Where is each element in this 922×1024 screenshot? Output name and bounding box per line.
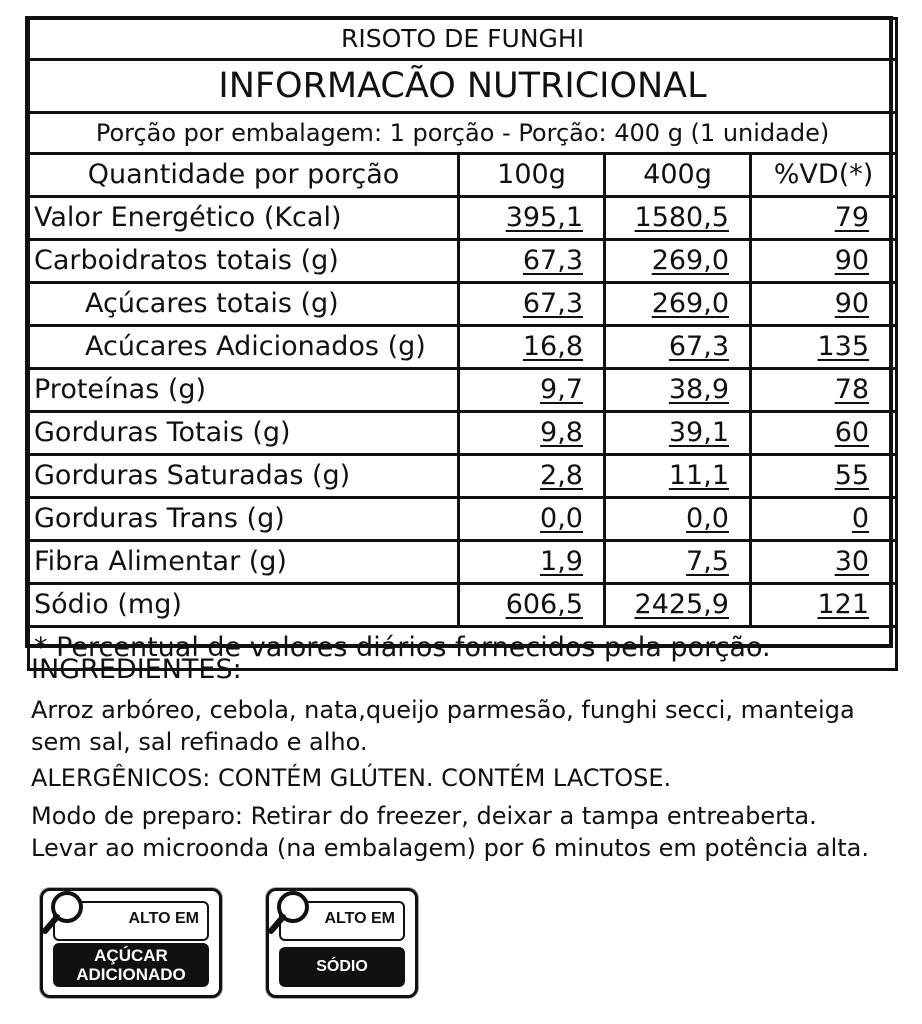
seal-bottom-line-1: AÇÚCAR bbox=[94, 946, 168, 965]
ingredients-text: Arroz arbóreo, cebola, nata,queijo parmesão, funghi secci, manteiga sem sal, sal refinado e alho. bbox=[31, 696, 855, 756]
magnifier-icon bbox=[265, 885, 317, 937]
value-vd: 121 bbox=[751, 584, 897, 627]
value-400g: 11,1 bbox=[605, 455, 751, 498]
portion-info: Porção por embalagem: 1 porção - Porção: 400 g (1 unidade) bbox=[29, 113, 897, 154]
table-row bbox=[29, 197, 897, 240]
value-400g: 2425,9 bbox=[605, 584, 751, 627]
nutrient-name: Açúcares totais (g) bbox=[29, 283, 459, 326]
nutrient-name: Gorduras Trans (g) bbox=[29, 498, 459, 541]
nutrient-name: Fibra Alimentar (g) bbox=[29, 541, 459, 584]
value-100g: 0,0 bbox=[459, 498, 605, 541]
value-100g: 16,8 bbox=[459, 326, 605, 369]
table-row bbox=[29, 369, 897, 412]
nutrient-name: Valor Energético (Kcal) bbox=[29, 197, 459, 240]
value-400g: 39,1 bbox=[605, 412, 751, 455]
value-vd: 79 bbox=[751, 197, 897, 240]
table-row bbox=[29, 412, 897, 455]
nutrient-name: Carboidratos totais (g) bbox=[29, 240, 459, 283]
value-100g: 9,8 bbox=[459, 412, 605, 455]
column-header-100g: 100g bbox=[459, 154, 605, 197]
table-row bbox=[29, 455, 897, 498]
value-vd: 90 bbox=[751, 283, 897, 326]
value-vd: 30 bbox=[751, 541, 897, 584]
value-100g: 1,9 bbox=[459, 541, 605, 584]
value-100g: 67,3 bbox=[459, 240, 605, 283]
nutrition-label bbox=[27, 17, 895, 671]
table-row bbox=[29, 541, 897, 584]
nutrient-name: Gorduras Saturadas (g) bbox=[29, 455, 459, 498]
value-400g: 1580,5 bbox=[605, 197, 751, 240]
value-100g: 395,1 bbox=[459, 197, 605, 240]
value-100g: 9,7 bbox=[459, 369, 605, 412]
preparation-text bbox=[31, 800, 891, 864]
nutrient-name: Sódio (mg) bbox=[29, 584, 459, 627]
table-row bbox=[29, 584, 897, 627]
table-row bbox=[29, 283, 897, 326]
preparation-line-2: Levar ao microonda (na embalagem) por 6 minutos em potência alta. bbox=[31, 834, 870, 862]
seal-top-text: ALTO EM bbox=[324, 910, 395, 927]
column-header-vd: %VD(*) bbox=[751, 154, 897, 197]
value-400g: 269,0 bbox=[605, 283, 751, 326]
value-vd: 0 bbox=[751, 498, 897, 541]
allergens-text: ALERGÊNICOS: CONTÉM GLÚTEN. CONTÉM LACTOSE. bbox=[31, 764, 672, 792]
table-header-row bbox=[29, 154, 897, 197]
nutrient-name: Proteínas (g) bbox=[29, 369, 459, 412]
nutrition-heading: INFORMACÃO NUTRICIONAL bbox=[29, 60, 897, 113]
value-400g: 7,5 bbox=[605, 541, 751, 584]
table-row bbox=[29, 326, 897, 369]
seal-bottom-line-2: ADICIONADO bbox=[76, 965, 186, 984]
value-vd: 55 bbox=[751, 455, 897, 498]
column-header-400g: 400g bbox=[605, 154, 751, 197]
preparation-line-1: Modo de preparo: Retirar do freezer, deixar a tampa entreaberta. bbox=[31, 802, 817, 830]
value-vd: 135 bbox=[751, 326, 897, 369]
value-vd: 78 bbox=[751, 369, 897, 412]
product-title: RISOTO DE FUNGHI bbox=[29, 19, 897, 60]
seal-high-added-sugar bbox=[40, 888, 222, 998]
nutrient-name: Acúcares Adicionados (g) bbox=[29, 326, 459, 369]
ingredients-title: INGREDIENTES: bbox=[31, 654, 242, 685]
value-400g: 38,9 bbox=[605, 369, 751, 412]
value-100g: 67,3 bbox=[459, 283, 605, 326]
table-row bbox=[29, 498, 897, 541]
seal-high-sodium bbox=[266, 888, 418, 998]
value-vd: 60 bbox=[751, 412, 897, 455]
column-header-quantity: Quantidade por porção bbox=[29, 154, 459, 197]
value-400g: 269,0 bbox=[605, 240, 751, 283]
magnifier-icon bbox=[39, 885, 91, 937]
value-100g: 606,5 bbox=[459, 584, 605, 627]
seal-top-text: ALTO EM bbox=[128, 910, 199, 927]
table-row bbox=[29, 240, 897, 283]
value-vd: 90 bbox=[751, 240, 897, 283]
footnote: * Percentual de valores diários fornecidos pela porção. bbox=[29, 627, 897, 670]
seal-bottom-box bbox=[279, 947, 405, 987]
nutrition-table bbox=[27, 17, 898, 671]
value-400g: 0,0 bbox=[605, 498, 751, 541]
seal-bottom-line-1: SÓDIO bbox=[316, 958, 368, 975]
nutrient-name: Gorduras Totais (g) bbox=[29, 412, 459, 455]
value-400g: 67,3 bbox=[605, 326, 751, 369]
seal-bottom-box bbox=[53, 943, 209, 987]
value-100g: 2,8 bbox=[459, 455, 605, 498]
